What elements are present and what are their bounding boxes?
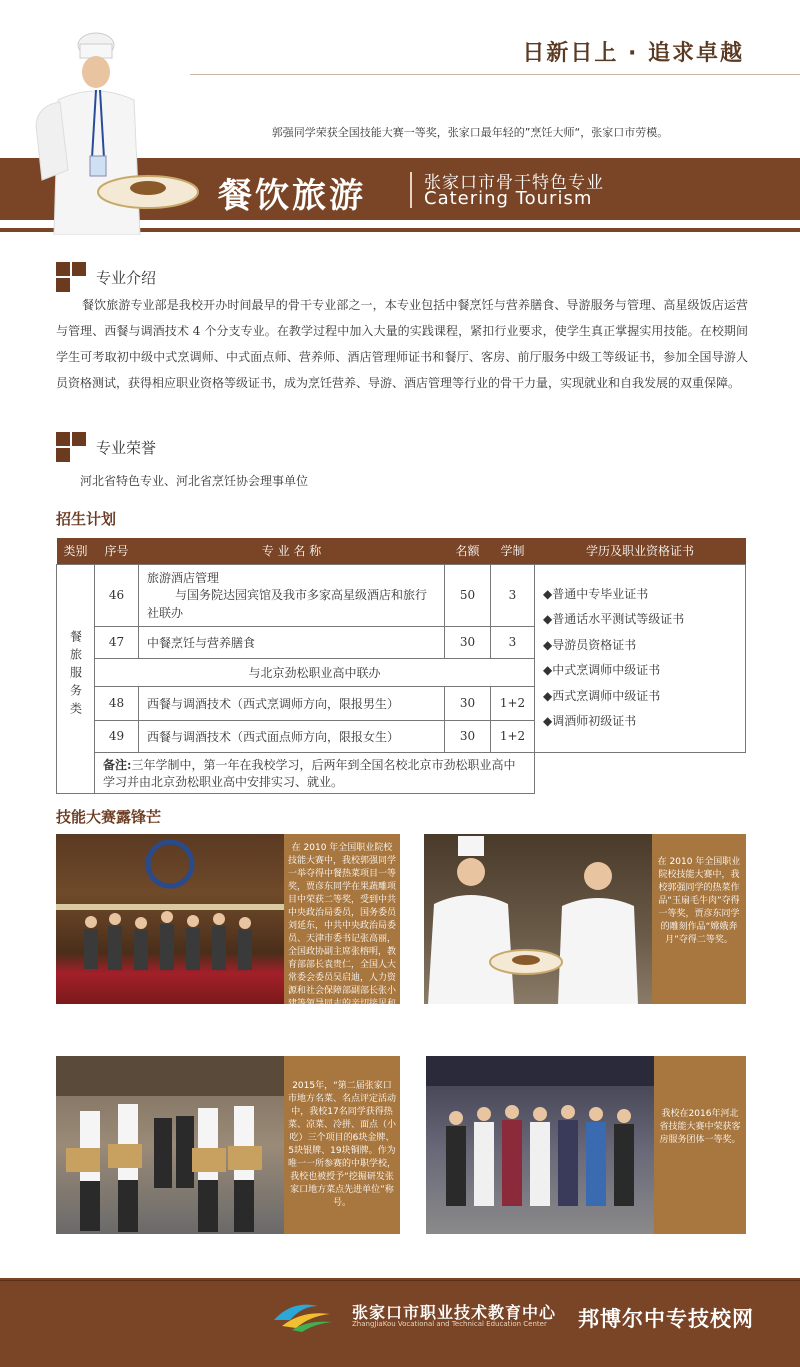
col-header: 学制 xyxy=(491,538,535,564)
chefs-certificates-photo xyxy=(56,1056,284,1234)
cert-item: ◆调酒师初级证书 xyxy=(543,714,637,728)
cert-item: ◆普通中专毕业证书 xyxy=(543,586,649,601)
col-header: 类别 xyxy=(57,538,95,564)
cert-cell xyxy=(535,564,746,752)
honor-text: 河北省特色专业、河北省烹饪协会理事单位 xyxy=(80,474,309,488)
category-label: 餐旅服务类 xyxy=(68,630,83,720)
caption-1: 在 2010 年全国职业院校技能大赛中，我校郭强同学一举夺得中餐热菜项目一等奖，贾彦东同学在果蔬雕项目中荣获二等奖，受到中共中央政治局委员，国务委员刘延东，中共中央政治局委员、天津市委书记张高丽，全国政协副主席张榕明，教育部部长袁贵仁，全国人大常委会委员吴启迪，人力资源和社会保障部副部长张小建等领导同志的亲切接见和隆重表彰。 xyxy=(288,843,397,1022)
caption-2: 在 2010 年全国职业院校技能大赛中，我校郭强同学的热菜作品“玉扇毛牛肉”夺得一等奖，贾彦东同学的雕刻作品“嫦娥奔月”夺得二等奖。 xyxy=(657,857,741,945)
major-detail: （西式烹调师方向，限报男生） xyxy=(231,696,400,711)
chef-photo xyxy=(28,30,203,235)
section-block-icon xyxy=(56,262,88,292)
section-honor-header xyxy=(56,432,156,462)
seq-cell: 46 xyxy=(95,564,139,626)
footer-divider xyxy=(0,1280,800,1281)
intro-text: 餐饮旅游专业部是我校开办时间最早的骨干专业部之一，本专业包括中餐烹饪与营养膳食、导游服务与管理、高星级饭店运营与管理、西餐与调酒技术 4 个分支专业。在教学过程中加入大量的实践课程，紧扣行业要求，使学生真正掌握实用技能。在校期间学生可考取初中级中式烹调师、中式面点师、营养师、酒店管理师证书和餐厅、客房、前厅服务中级工等级证书，参加全国导游人员资格测试，获得相应职业资格等级证书，成为烹饪营养、导游、酒店管理等行业的骨干力量，实现就业和自我发展的双重保障。 xyxy=(56,298,748,390)
years-cell: 1+2 xyxy=(491,686,535,720)
footer-org-name-en: ZhangJiaKou Vocational and Technical Education Center xyxy=(352,1320,547,1328)
footer-org-name: 张家口市职业技术教育中心 xyxy=(352,1303,557,1322)
category-cell xyxy=(57,564,95,793)
cert-item: ◆中式烹调师中级证书 xyxy=(543,663,661,677)
banner-subtitle-cn: 张家口市骨干特色专业 xyxy=(424,173,604,193)
cert-item: ◆普通话水平测试等级证书 xyxy=(543,612,685,626)
major-name: 西餐与调酒技术 xyxy=(147,729,232,744)
seq-cell: 49 xyxy=(95,720,139,752)
quota-cell: 50 xyxy=(445,564,491,626)
major-name: 旅游酒店管理 xyxy=(147,570,220,585)
years-cell: 1+2 xyxy=(491,720,535,752)
banner-title: 餐饮旅游 xyxy=(218,176,366,216)
banner-divider xyxy=(410,172,412,208)
slogan: 日新日上 · 追求卓越 xyxy=(522,41,744,66)
enrollment-table xyxy=(56,538,746,794)
banner-subtitle-en: Catering Tourism xyxy=(424,188,593,209)
watermark-text: 邦博尔中专技校网 xyxy=(578,1307,754,1331)
col-header: 序号 xyxy=(95,538,139,564)
section-block-icon xyxy=(56,432,88,462)
note-label: 备注: xyxy=(103,757,132,772)
quota-cell: 30 xyxy=(445,720,491,752)
cert-item: ◆西式烹调师中级证书 xyxy=(543,688,661,703)
cert-item: ◆导游员资格证书 xyxy=(543,637,637,652)
joint-row-cell: 与北京劲松职业高中联办 xyxy=(95,658,535,686)
plan-title: 招生计划 xyxy=(56,510,117,528)
award-ceremony-photo xyxy=(56,834,284,1004)
team-group-photo xyxy=(426,1056,654,1234)
major-detail: 与国务院达园宾馆及我市多家高星级酒店和旅行社联办 xyxy=(147,587,428,620)
tagline: 郭强同学荣获全国技能大赛一等奖，张家口最年轻的”烹饪大师“，张家口市劳模。 xyxy=(271,126,669,139)
years-cell: 3 xyxy=(491,564,535,626)
table-row xyxy=(57,752,746,793)
major-name: 西餐与调酒技术 xyxy=(147,696,232,711)
table-row xyxy=(57,564,746,626)
major-cell xyxy=(139,564,445,626)
col-header: 专 业 名 称 xyxy=(139,538,445,564)
team-group-illustration xyxy=(426,1056,654,1234)
contest-title: 技能大赛露锋芒 xyxy=(56,808,162,826)
section-honor-title: 专业荣誉 xyxy=(96,438,157,457)
col-header: 名额 xyxy=(445,538,491,564)
major-cell: 中餐烹饪与营养膳食 xyxy=(139,626,445,658)
seq-cell: 47 xyxy=(95,626,139,658)
school-logo-icon xyxy=(272,1298,336,1332)
section-intro-header xyxy=(56,262,156,292)
caption-3: 2015年，“第二届张家口市地方名菜、名点评定活动中，我校17名同学获得热菜、凉菜、冷拼、面点（小吃）三个项目的6块金牌、5块银牌、19块铜牌。作为唯一一所参赛的中职学校，我校也被授予“挖掘研发张家口地方菜点先进单位”称号。 xyxy=(288,1081,397,1208)
award-ceremony-illustration xyxy=(56,834,284,1004)
quota-cell: 30 xyxy=(445,626,491,658)
chef-students-illustration xyxy=(424,834,652,1004)
major-detail: （西式面点师方向，限报女生） xyxy=(231,729,400,744)
caption-4: 我校在2016年河北省技能大赛中荣获客房服务团体一等奖。 xyxy=(659,1109,741,1145)
major-cell xyxy=(139,720,445,752)
col-header: 学历及职业资格证书 xyxy=(535,538,746,564)
note-cell xyxy=(95,752,535,793)
seq-cell: 48 xyxy=(95,686,139,720)
section-intro-title: 专业介绍 xyxy=(96,268,157,287)
divider xyxy=(190,74,800,75)
major-cell xyxy=(139,686,445,720)
table-header-row xyxy=(57,538,746,564)
quota-cell: 30 xyxy=(445,686,491,720)
chefs-certificates-illustration xyxy=(56,1056,284,1234)
note-text: 三年学制中，第一年在我校学习，后两年到全国名校北京市劲松职业高中学习并由北京劲松职业高中安排实习、就业。 xyxy=(103,757,516,789)
chef-students-photo xyxy=(424,834,652,1004)
years-cell: 3 xyxy=(491,626,535,658)
